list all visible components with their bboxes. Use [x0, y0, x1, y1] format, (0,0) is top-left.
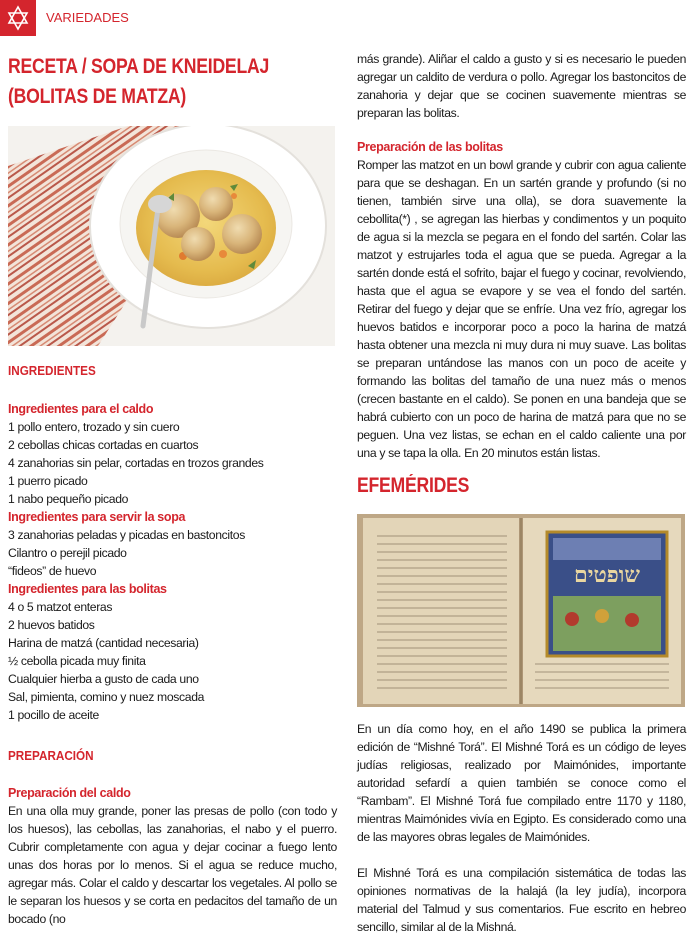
ingredient-item: Cualquier hierba a gusto de cada uno: [8, 672, 199, 686]
ingredient-item: 1 pocillo de aceite: [8, 708, 99, 722]
recipe-title-line1: RECETA / SOPA DE KNEIDELAJ: [8, 55, 270, 78]
ingredient-item: Harina de matzá (cantidad necesaria): [8, 636, 199, 650]
ingredient-group-heading: Ingredientes para el caldo: [8, 402, 154, 416]
manuscript-hebrew-word: שופטים: [574, 562, 640, 588]
broth-preparation: [8, 784, 337, 928]
ingredients-heading: INGREDIENTES: [8, 363, 96, 378]
balls-preparation: [357, 138, 686, 462]
ingredient-item: Sal, pimienta, comino y nuez moscada: [8, 690, 205, 704]
ingredient-item: 1 nabo pequeño picado: [8, 492, 129, 506]
broth-text-continued: más grande). Aliñar el caldo a gusto y si es necesario le pueden agregar un caldito de verdura o pollo. Agregar los bastoncitos de zanahoria y dejar que se cocinen suavemente mientras se preparan las bolitas.: [357, 52, 686, 120]
broth-text: En una olla muy grande, poner las presas de pollo (con todo y los huesos), las cebollas, las zanahorias, el nabo y el puerro. Cubrir completamente con agua y dejar cocinar a fuego lento unas dos horas por lo menos. Si el agua se reduce mucho, agregar más. Colar el caldo y descartar los vegetales. Al pollo se le separan los huesos y se corta en pedacitos del tamaño de un bocado (no: [8, 804, 337, 926]
balls-text: Romper las matzot en un bowl grande y cubrir con agua caliente para que se deshagan. En un sartén grande y profundo (si no tienen, también sirve una olla), se dora suavemente la cebollita(*) , se agregan las hierbas y condimentos y un poquito de agua si la mezcla se pegara en el fondo del sartén. Colar las matzot y estrujarles toda el agua que se pueda. Agregar a la sartén donde está el sofrito, bajar el fuego y cocinar, revolviendo, hasta que el agua se evapore y se vea el fondo del sartén. Retirar del fuego y dejar que se enfríe. Una vez frío, agregar los huevos batidos e incorporar poco a poco la harina de matzá hasta obtener una mezcla ni muy dura ni muy suave. Las bolitas se preparan untándose las manos con un poco de aceite y formando las bolitas del tamaño de una nuez más o menos (crecen bastante en el caldo). Se ponen en una bandeja que se habrá cubierto con un poco de harina de matzá para que no se peguen. Una vez listas, se echan en el caldo caliente una por una y se tapa la olla. En 20 minutos están listas.: [357, 158, 686, 460]
ingredient-item: Cilantro o perejil picado: [8, 546, 127, 560]
efemerides-paragraph-1: En un día como hoy, en el año 1490 se publica la primera edición de “Mishné Torá”. El Mishné Torá es un código de leyes judías religiosas, realizado por Maimónides, importante autoridad sefardí a quien también se conoce como el “Rambam”. El Mishné Torá fue compilado entre 1170 y 1180, mientras Maimónides vivía en Egipto. Es considerado como una de las mayores obras legales de Maimónides.: [357, 722, 686, 844]
ingredient-item: 1 puerro picado: [8, 474, 88, 488]
preparation-heading: PREPARACIÓN: [8, 748, 94, 763]
broth-heading: Preparación del caldo: [8, 786, 131, 800]
ingredients-list: [8, 400, 338, 724]
ingredient-item: 1 pollo entero, trozado y sin cuero: [8, 420, 180, 434]
star-of-david-icon: [0, 0, 36, 36]
section-label: VARIEDADES: [46, 10, 129, 25]
efemerides-heading: EFEMÉRIDES: [357, 474, 470, 497]
ingredient-item: ½ cebolla picada muy finita: [8, 654, 146, 668]
efemerides-paragraph-2: El Mishné Torá es una compilación sistemática de todas las opiniones normativas de la halajá (la ley judía), incorpora material del Talmud y sus comentarios. Fue escrito en hebreo sencillo, similar al de la Mishná.: [357, 866, 686, 934]
ingredient-item: 3 zanahorias peladas y picadas en bastoncitos: [8, 528, 245, 542]
balls-heading: Preparación de las bolitas: [357, 140, 503, 154]
ingredient-item: 4 zanahorias sin pelar, cortadas en trozos grandes: [8, 456, 264, 470]
ingredient-item: 4 o 5 matzot enteras: [8, 600, 113, 614]
ingredient-group-heading: Ingredientes para las bolitas: [8, 582, 167, 596]
ingredient-item: “fideos” de huevo: [8, 564, 97, 578]
ingredient-item: 2 cebollas chicas cortadas en cuartos: [8, 438, 199, 452]
ingredient-item: 2 huevos batidos: [8, 618, 95, 632]
ingredient-group-heading: Ingredientes para servir la sopa: [8, 510, 186, 524]
manuscript-image: [357, 514, 685, 707]
recipe-title-line2: (BOLITAS DE MATZA): [8, 85, 187, 108]
broth-text-continued-block: [357, 50, 686, 122]
section-header: [0, 0, 340, 38]
efemerides-text: [357, 720, 686, 936]
soup-photo: [8, 126, 335, 346]
